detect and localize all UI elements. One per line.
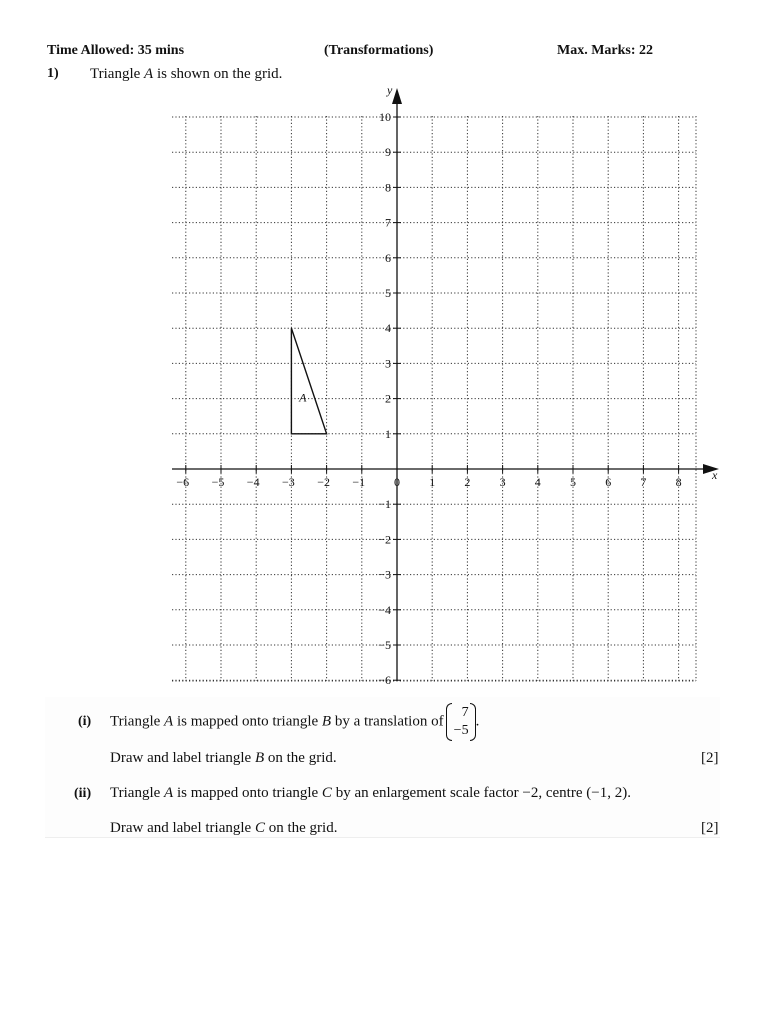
y-tick-label: −3 bbox=[378, 567, 391, 582]
part-ii-text-after: by an enlargement scale factor −2, centre (−1, 2). bbox=[331, 785, 631, 801]
question-text-after: is shown on the grid. bbox=[153, 66, 283, 82]
triangle-label: A bbox=[299, 390, 307, 405]
part-i-instruction-before: Draw and label triangle bbox=[110, 750, 255, 766]
vector-right-bracket bbox=[470, 703, 476, 741]
x-tick-label: 4 bbox=[534, 475, 541, 489]
part-ii-marks: [2] bbox=[701, 820, 719, 836]
vector-y: −5 bbox=[453, 723, 469, 738]
y-tick-label: 4 bbox=[385, 321, 391, 336]
y-tick-label: −5 bbox=[378, 638, 391, 652]
y-tick-label: −6 bbox=[378, 673, 391, 688]
part-ii-instruction-after: on the grid. bbox=[264, 820, 338, 836]
x-tick-label: 7 bbox=[640, 475, 647, 489]
part-ii-text bbox=[110, 785, 631, 802]
part-i-marks: [2] bbox=[701, 750, 719, 766]
y-tick-label: 7 bbox=[385, 215, 391, 230]
question-text-before: Triangle bbox=[90, 66, 145, 82]
x-tick-label: −2 bbox=[317, 475, 330, 489]
part-ii-text-before: Triangle bbox=[110, 785, 165, 801]
part-i-instruction bbox=[110, 750, 337, 767]
y-axis-label: y bbox=[387, 83, 393, 97]
part-ii-instruction-before: Draw and label triangle bbox=[110, 820, 255, 836]
vector-left-bracket bbox=[446, 703, 452, 741]
x-tick-label: 3 bbox=[499, 475, 506, 489]
x-tick-label: −1 bbox=[352, 475, 366, 489]
y-tick-label: 10 bbox=[379, 110, 391, 124]
part-ii-instruction bbox=[110, 820, 337, 837]
x-tick-label: −5 bbox=[211, 475, 225, 489]
x-tick-label: 8 bbox=[675, 475, 682, 489]
y-tick-label: 3 bbox=[385, 356, 391, 371]
part-i-shape-from: A bbox=[164, 713, 174, 730]
y-tick-label: 2 bbox=[385, 391, 391, 406]
y-tick-label: 9 bbox=[385, 145, 391, 160]
question-shape-label: A bbox=[144, 66, 154, 82]
y-tick-label: −2 bbox=[378, 532, 391, 547]
part-ii-instruction-shape: C bbox=[254, 820, 265, 836]
y-tick-label: 1 bbox=[385, 426, 391, 441]
part-i-instruction-shape: B bbox=[254, 750, 265, 766]
part-i-text-before: Triangle bbox=[110, 713, 165, 730]
part-i-text-after: by a translation of bbox=[331, 713, 444, 730]
y-tick-label: 8 bbox=[385, 180, 391, 195]
part-ii-text-middle: is mapped onto triangle bbox=[173, 785, 322, 801]
translation-vector bbox=[446, 703, 476, 741]
x-tick-label: 2 bbox=[464, 475, 471, 489]
part-ii-shape-from: A bbox=[164, 785, 174, 801]
part-i-shape-to: B bbox=[321, 713, 332, 730]
part-ii-label: (ii) bbox=[74, 786, 92, 801]
y-tick-label: −1 bbox=[378, 497, 391, 512]
y-tick-label: −4 bbox=[378, 602, 391, 617]
x-tick-label: 1 bbox=[429, 475, 436, 489]
x-tick-label: −3 bbox=[282, 475, 295, 489]
part-i-text-middle: is mapped onto triangle bbox=[173, 713, 322, 730]
part-i-label: (i) bbox=[78, 714, 92, 729]
vector-x: 7 bbox=[461, 705, 469, 720]
x-tick-label: −6 bbox=[176, 475, 190, 489]
x-tick-label: 5 bbox=[570, 475, 576, 489]
question-number: 1) bbox=[47, 66, 59, 81]
x-tick-label: 6 bbox=[605, 475, 612, 489]
part-i-instruction-after: on the grid. bbox=[264, 750, 337, 766]
x-axis-label: x bbox=[712, 468, 718, 482]
max-marks: Max. Marks: 22 bbox=[557, 43, 654, 58]
x-tick-label: −4 bbox=[246, 475, 260, 489]
part-i-text: Triangle A is mapped onto triangle B by a translation of 7 −5 . bbox=[110, 703, 479, 741]
triangle-a bbox=[291, 328, 326, 434]
x-tick-label: 0 bbox=[394, 475, 400, 489]
part-ii-shape-to: C bbox=[321, 785, 332, 801]
y-tick-label: 5 bbox=[385, 286, 391, 300]
topic-title: (Transformations) bbox=[324, 43, 434, 58]
time-allowed: Time Allowed: 35 mins bbox=[47, 43, 185, 58]
y-tick-label: 6 bbox=[385, 250, 391, 265]
y-axis-arrow bbox=[392, 88, 402, 104]
